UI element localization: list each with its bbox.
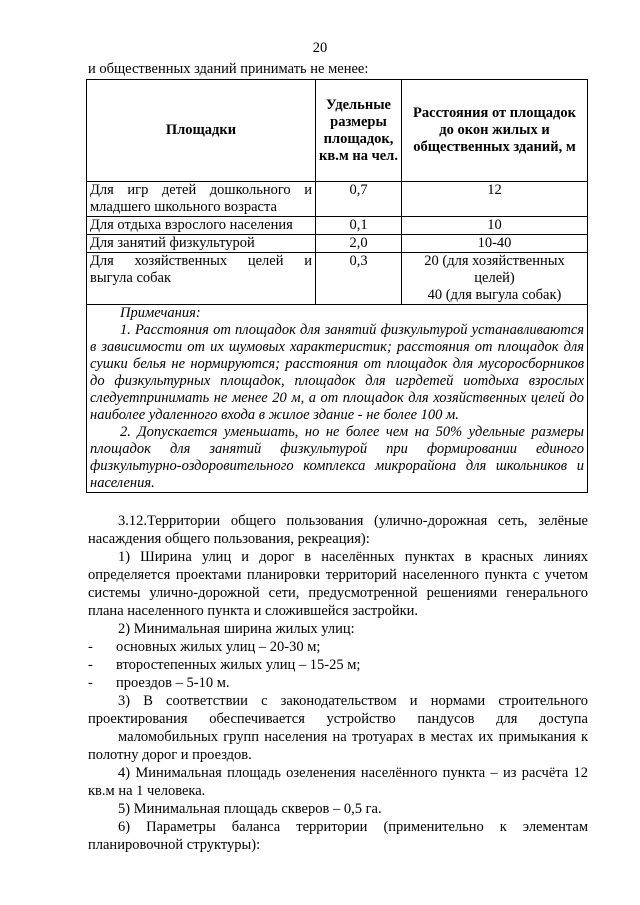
playground-norms-table — [86, 79, 588, 493]
header-distance: Расстояния от площадок до окон жилых и общественных зданий, м — [402, 80, 588, 182]
notes-title: Примечания: — [120, 305, 201, 321]
distance-cell: 10 — [402, 217, 588, 235]
paragraph: 6) Параметры баланса территории (применительно к элементам планировочной структуры): — [88, 819, 588, 853]
size-cell: 2,0 — [316, 235, 402, 253]
dash-item: - основных жилых улиц – 20-30 м; — [88, 639, 321, 655]
site-line: Для хозяйственных целей и — [90, 253, 312, 269]
site-cell: Для занятий физкультурой — [87, 235, 316, 253]
dash-item-text: проездов – 5-10 м. — [116, 675, 230, 691]
intro-line: и общественных зданий принимать не менее: — [88, 61, 369, 77]
page-number: 20 — [312, 40, 328, 56]
distance-cell — [402, 253, 588, 305]
site-cell — [87, 253, 316, 305]
table-header-row — [87, 80, 588, 182]
note-item: 1. Расстояния от площадок для занятий физкультурой устанавливаются в зависимости от их шумовых характеристик; расстояния от площадок для сушки белья не нормируются; расстояния от площадок для мусоросборников до физкультурных площадок, площадок для игрдетей иотдыха взрослых следуетпринимать не менее 20 м, а от площадок для хозяйственных целей до наиболее удаленного входа в жилое здание - не более 100 м. — [90, 322, 584, 423]
paragraph-line: проектирования обеспечивается устройство пандусов для доступа — [88, 711, 588, 727]
distance-line: 40 (для выгула собак) — [427, 287, 562, 303]
note-item: 2. Допускается уменьшать, но не более чем на 50% удельные размеры площадок для занятий физкультурой при формировании единого физкультурно-оздоровительного комплекса микрорайона для школьников и населения. — [90, 424, 584, 491]
table-row — [87, 182, 588, 217]
paragraph: 4) Минимальная площадь озеленения населённого пункта – из расчёта 12 кв.м на 1 человека. — [88, 765, 588, 799]
paragraph-line: маломобильных групп населения на тротуарах в местах их примыкания к полотну дорог и проездов. — [88, 729, 588, 763]
table-row — [87, 253, 588, 305]
site-line: Для игр детей дошкольного и — [90, 182, 312, 198]
distance-cell: 12 — [402, 182, 588, 217]
paragraph-line: 3) В соответствии с законодательством и нормами строительного — [118, 693, 588, 709]
dash-item-text: основных жилых улиц – 20-30 м; — [116, 639, 321, 655]
notes-row — [87, 305, 588, 493]
header-size: Удельные размеры площадок, кв.м на чел. — [316, 80, 402, 182]
size-cell: 0,3 — [316, 253, 402, 305]
table-row — [87, 217, 588, 235]
header-sites: Площадки — [87, 80, 316, 182]
site-cell — [87, 182, 316, 217]
notes-cell — [87, 305, 588, 493]
section-3-12 — [88, 512, 588, 854]
distance-cell: 10-40 — [402, 235, 588, 253]
dash-item-text: второстепенных жилых улиц – 15-25 м; — [116, 657, 361, 673]
paragraph: 1) Ширина улиц и дорог в населённых пунктах в красных линиях определяется проектами планировки территорий населенного пункта с учетом системы улично-дорожной сети, предусмотренной решениями генерального плана населенного пункта и сложившейся застройки. — [88, 549, 588, 619]
dash-item: - проездов – 5-10 м. — [88, 675, 230, 691]
paragraph: 2) Минимальная ширина жилых улиц: — [118, 621, 355, 637]
distance-line: 20 (для хозяйственных целей) — [424, 253, 565, 286]
section-heading: 3.12.Территории общего пользования (улично-дорожная сеть, зелёные насаждения общего пользования, рекреация): — [88, 513, 588, 547]
size-cell: 0,1 — [316, 217, 402, 235]
size-cell: 0,7 — [316, 182, 402, 217]
paragraph: 5) Минимальная площадь скверов – 0,5 га. — [118, 801, 382, 817]
site-line: выгула собак — [90, 270, 171, 286]
site-cell: Для отдыха взрослого населения — [87, 217, 316, 235]
site-line: младшего школьного возраста — [90, 199, 277, 215]
dash-item: - второстепенных жилых улиц – 15-25 м; — [88, 657, 361, 673]
table-row — [87, 235, 588, 253]
